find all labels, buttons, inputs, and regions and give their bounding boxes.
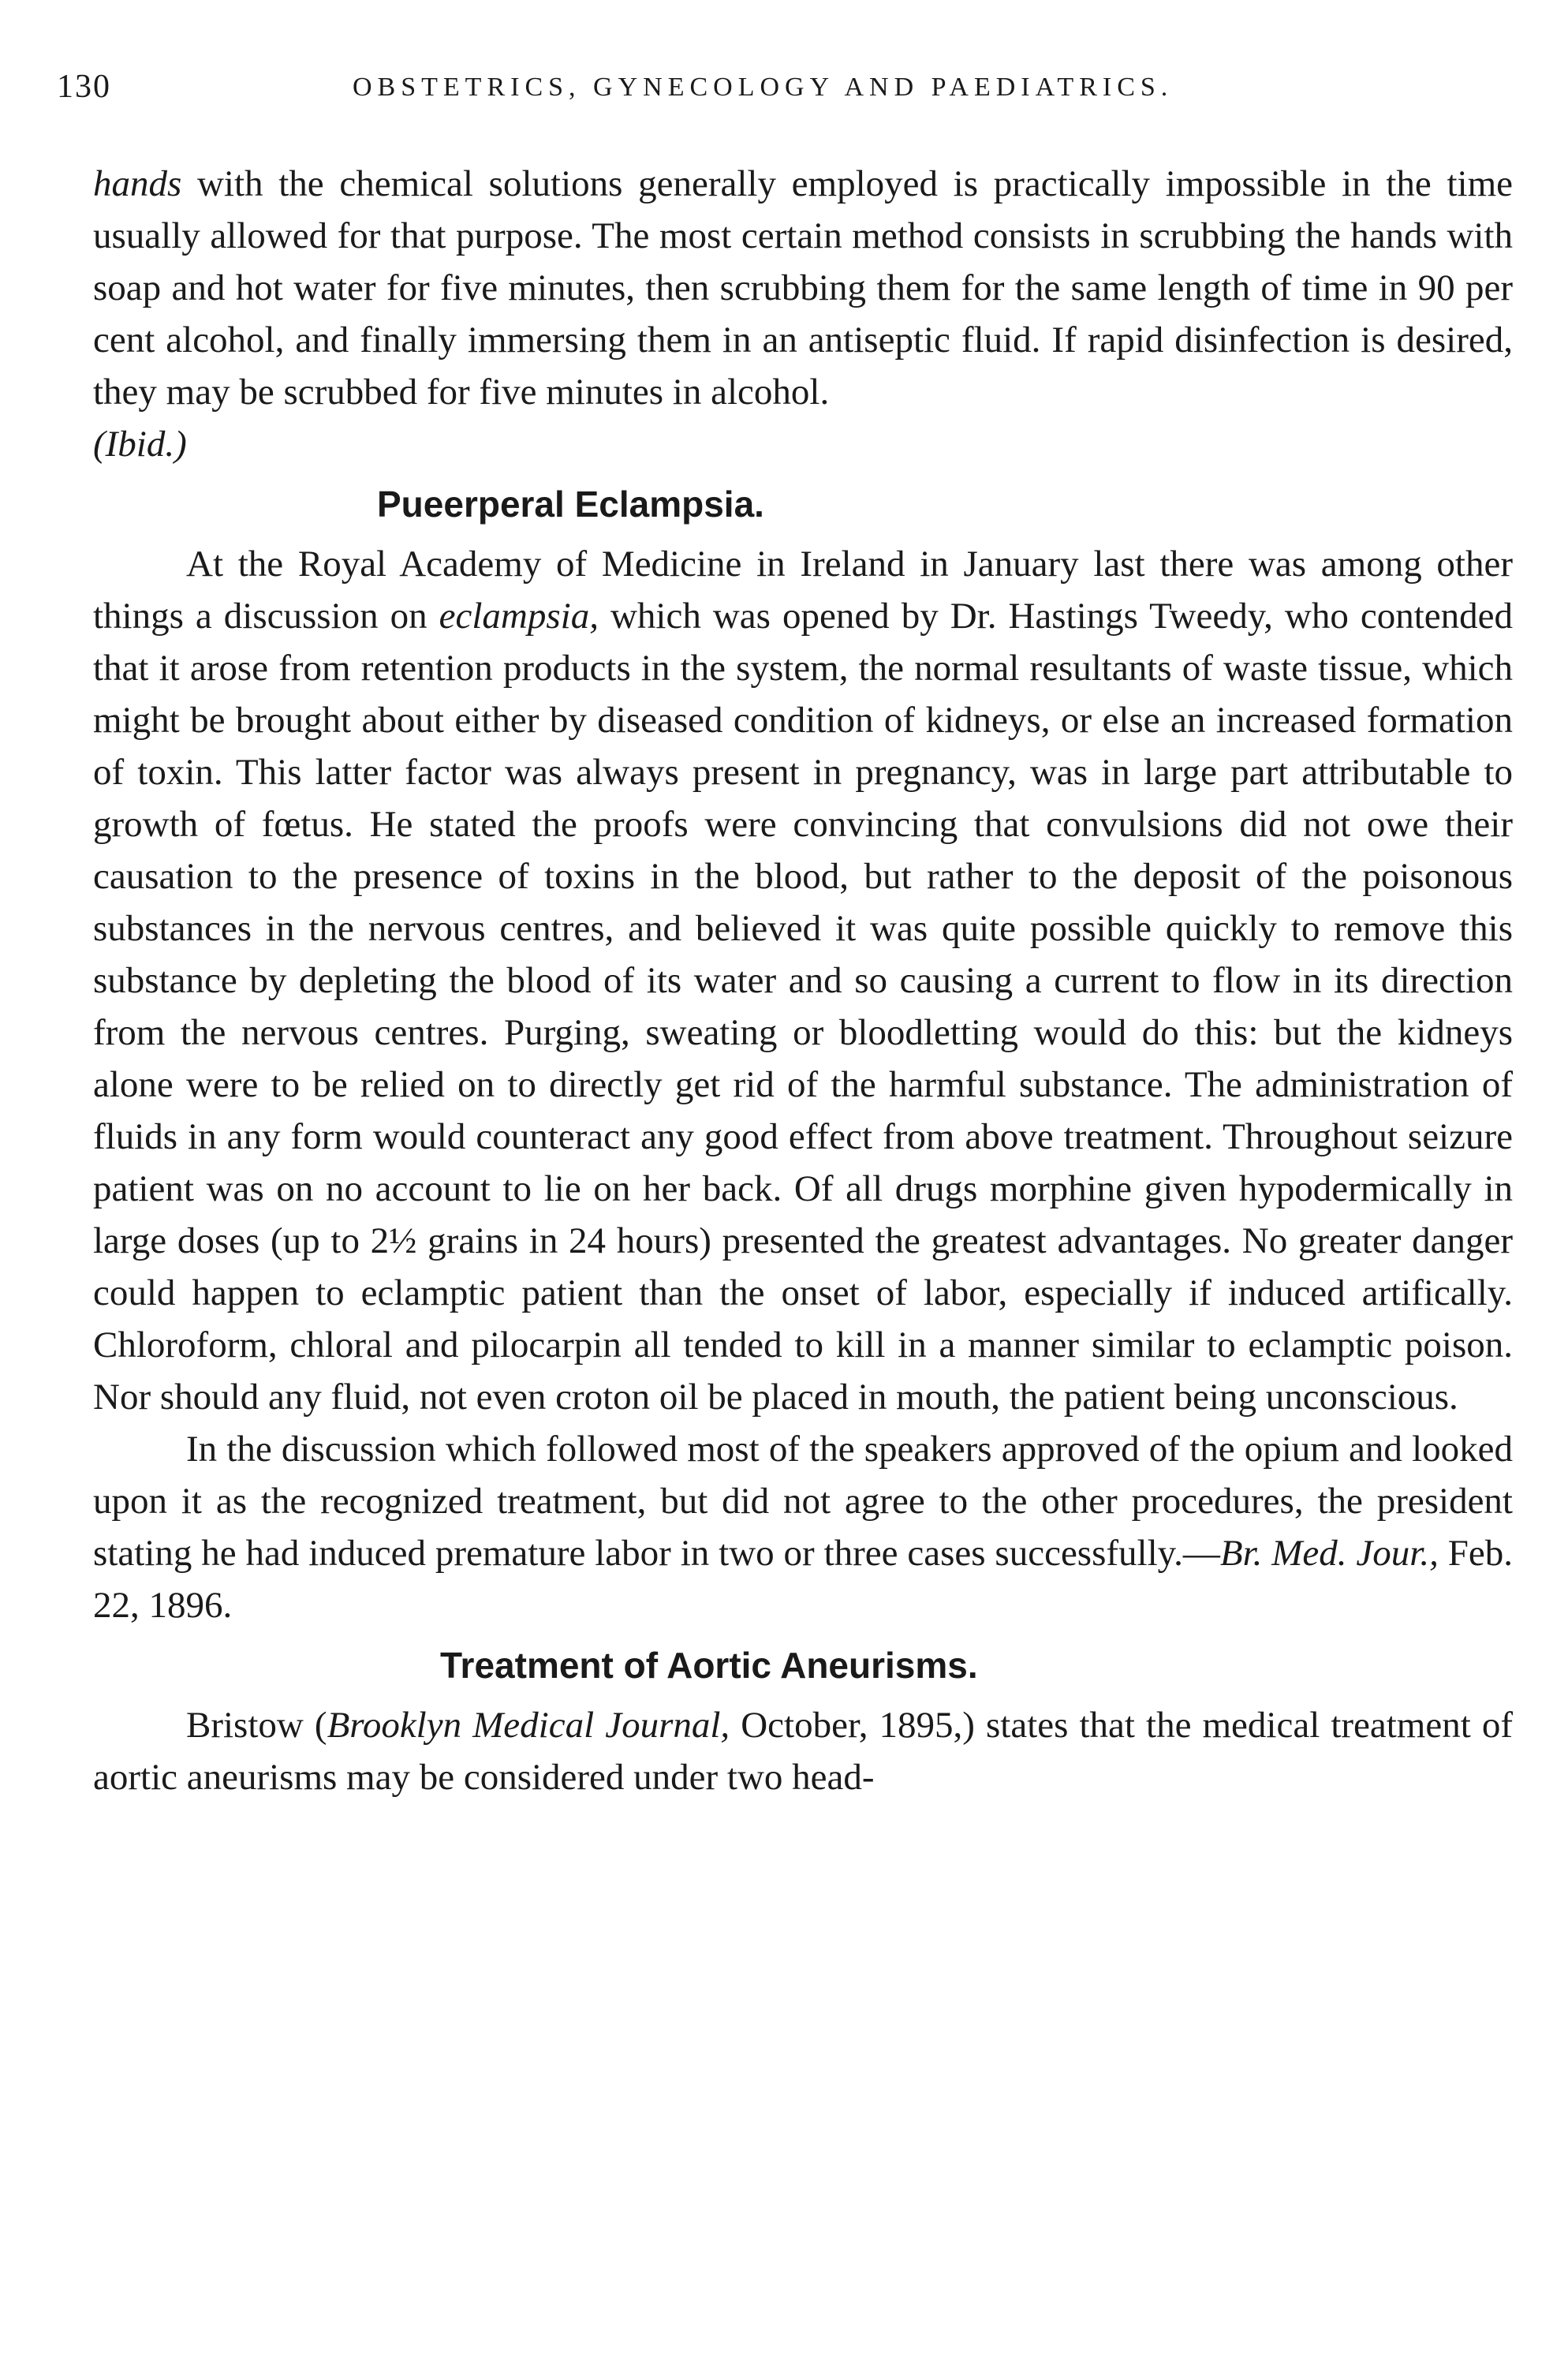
intro-citation: (Ibid.) bbox=[93, 424, 187, 465]
eclampsia-paragraph-2 bbox=[93, 1423, 1513, 1631]
eclampsia-p2-citation: Br. Med. Jour., bbox=[1219, 1533, 1439, 1574]
body-text bbox=[93, 158, 1513, 2351]
intro-lead-word: hands bbox=[93, 163, 182, 204]
intro-text: with the chemical solutions generally employed is practically impossible in the time usually allowed for that purpose. The most certain method consists in scrubbing the hands with soap and hot water for five minutes, then scrubbing them for the same length of time in 90 per cent alcohol, and finally immersing them in an antiseptic fluid. If rapid disinfection is desired, they may be scrubbed for five minutes in alcohol. bbox=[93, 163, 1513, 413]
aneurisms-p1-journal: Brooklyn Medical Journal, bbox=[327, 1705, 730, 1746]
eclampsia-p1-italic: eclampsia, bbox=[439, 596, 599, 637]
section-title-eclampsia: Pueerperal Eclampsia. bbox=[377, 484, 764, 525]
intro-paragraph bbox=[93, 158, 1513, 470]
section-title-aneurisms: Treatment of Aortic Aneurisms. bbox=[440, 1645, 978, 1686]
eclampsia-paragraph-1 bbox=[93, 538, 1513, 1423]
aneurisms-paragraph-1 bbox=[93, 1699, 1513, 1803]
page-number: 130 bbox=[57, 69, 111, 105]
running-title: OBSTETRICS, GYNECOLOGY AND PAEDIATRICS. bbox=[353, 73, 1174, 102]
eclampsia-p2-date: Feb. 22, 1896. bbox=[93, 1533, 1514, 1626]
eclampsia-p2-text: In the discussion which followed most of the speakers approved of the opium and looked upon it as the recognized treatment, but did not agree to the other procedures, the president stating he had induced premature labor in two or three cases successfully.— bbox=[93, 1429, 1513, 1574]
aneurisms-p1-text-b: October, 1895,) states that the medical treatment of aortic aneurisms may be considered under two head- bbox=[93, 1705, 1513, 1798]
eclampsia-p1-text-b: which was opened by Dr. Hastings Tweedy, who contended that it arose from retention products in the system, the normal resultants of waste tissue, which might be brought about either by diseased condition of kidneys, or else an increased formation of toxin. This latter factor was always present in pregnancy, was in large part attributable to growth of fœtus. He stated the proofs were convincing that convulsions did not owe their causation to the presence of toxins in the blood, but rather to the deposit of the poisonous substances in the nervous centres, and believed it was quite possible quickly to remove this substance by depleting the blood of its water and so causing a current to flow in its direction from the nervous centres. Purging, sweating or bloodletting would do this: but the kidneys alone were to be relied on to directly get rid of the harmful substance. The administration of fluids in any form would counteract any good effect from above treatment. Throughout seizure patient was on no account to lie on her back. Of all drugs morphine given hypodermically in large doses (up to 2½ grains in 24 hours) presented the greatest advantages. No greater danger could happen to eclamptic patient than the onset of labor, especially if induced artifically. Chloroform, chloral and pilocarpin all tended to kill in a manner similar to eclamptic poison. Nor should any fluid, not even croton oil be placed in mouth, the patient being unconscious. bbox=[93, 596, 1513, 1418]
running-head bbox=[57, 68, 1500, 115]
aneurisms-p1-text-a: Bristow ( bbox=[186, 1705, 327, 1746]
eclampsia-p1-text-a: At the Royal Academy of Medicine in Ireland in January last there was among other things a discussion on bbox=[93, 544, 1513, 637]
